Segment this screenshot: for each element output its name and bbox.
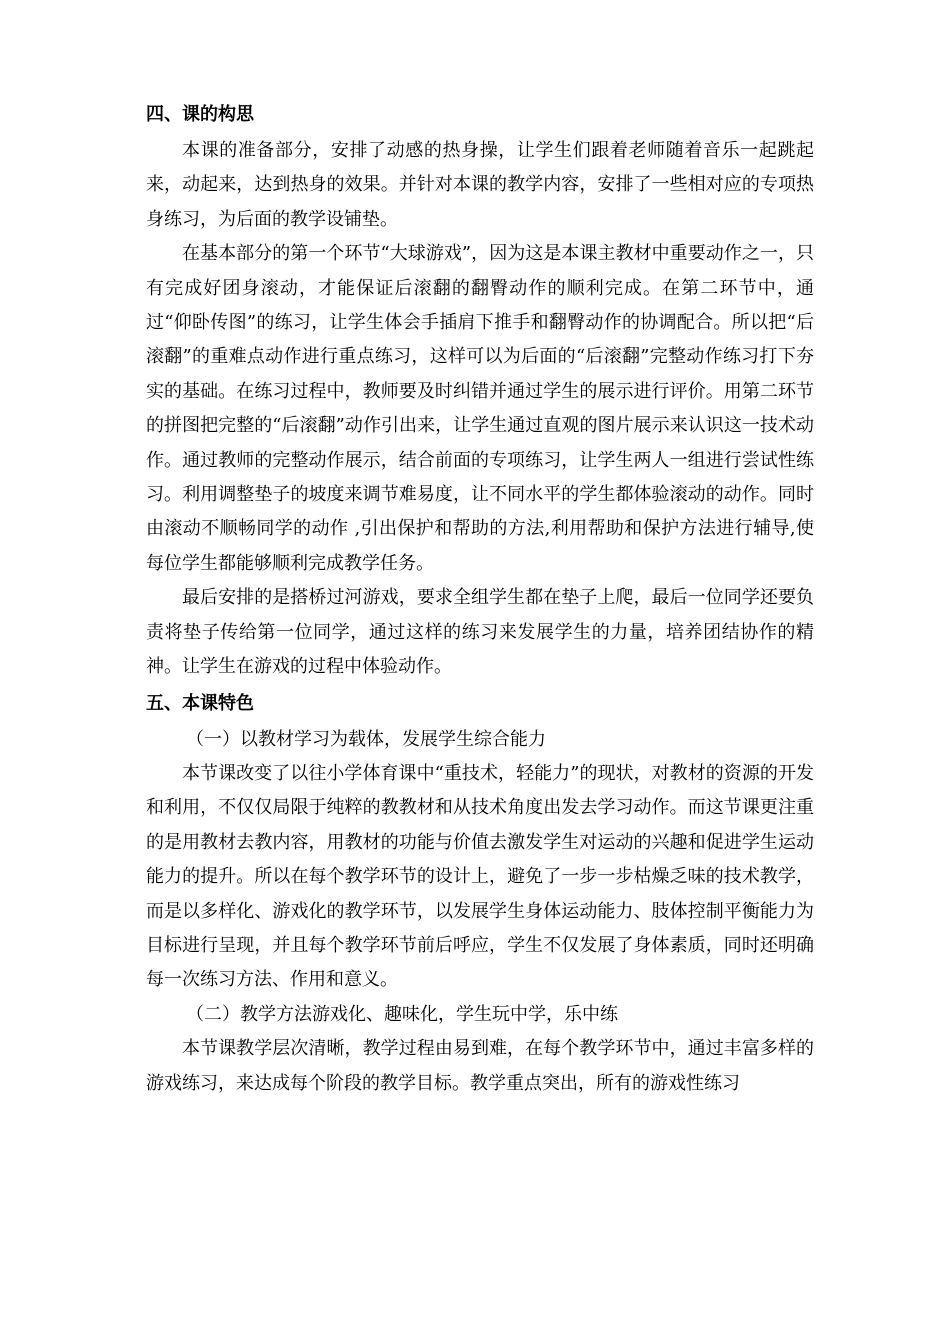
section-heading-lesson-features: 五、本课特色 xyxy=(146,692,254,714)
paragraph-feature-two: 本节课教学层次清晰，教学过程由易到难，在每个教学环节中，通过丰富多样的游戏练习，来达成每个阶段的教学目标。教学重点突出，所有的游戏性练习 xyxy=(146,1038,814,1094)
paragraph-final-game: 最后安排的是搭桥过河游戏，要求全组学生都在垫子上爬，最后一位同学还要负责将垫子传给第一位同学，通过这样的练习来发展学生的力量，培养团结协作的精神。让学生在游戏的过程中体验动作。 xyxy=(146,587,814,678)
subheading-feature-two: （二）教学方法游戏化、趣味化，学生玩中学，乐中练 xyxy=(186,1003,618,1025)
document-page xyxy=(146,96,814,1101)
paragraph-basic-part: 在基本部分的第一个环节“大球游戏”，因为这是本课主教材中重要动作之一，只有完成好团身滚动，才能保证后滚翻的翻臀动作的顺利完成。在第二环节中，通过“仰卧传图”的练习，让学生体会手插肩下推手和翻臀动作的协调配合。所以把“后滚翻”的重难点动作进行重点练习，这样可以为后面的“后滚翻”完整动作练习打下夯实的基础。在练习过程中，教师要及时纠错并通过学生的展示进行评价。用第二环节的拼图把完整的“后滚翻”动作引出来，让学生通过直观的图片展示来认识这一技术动作。通过教师的完整动作展示，结合前面的专项练习，让学生两人一组进行尝试性练习。利用调整垫子的坡度来调节难易度，让不同水平的学生都体验滚动的动作。同时由滚动不顺畅同学的动作 ,引出保护和帮助的方法,利用帮助和保护方法进行辅导,使每位学生都能够顺利完成教学任务。 xyxy=(146,243,814,574)
subheading-feature-one: （一）以教材学习为载体，发展学生综合能力 xyxy=(186,728,546,750)
paragraph-feature-one: 本节课改变了以往小学体育课中“重技术，轻能力”的现状，对教材的资源的开发和利用，不仅仅局限于纯粹的教教材和从技术角度出发去学习动作。而这节课更注重的是用教材去教内容，用教材的功能与价值去激发学生对运动的兴趣和促进学生运动能力的提升。所以在每个教学环节的设计上，避免了一步一步枯燥乏味的技术教学，而是以多样化、游戏化的教学环节，以发展学生身体运动能力、肢体控制平衡能力为目标进行呈现，并且每个教学环节前后呼应，学生不仅发展了身体素质，同时还明确每一次练习方法、作用和意义。 xyxy=(146,762,814,991)
paragraph-warmup: 本课的准备部分，安排了动感的热身操，让学生们跟着老师随着音乐一起跳起来，动起来，达到热身的效果。并针对本课的教学内容，安排了一些相对应的专项热身练习，为后面的教学设铺垫。 xyxy=(146,140,814,230)
section-heading-lesson-concept: 四、课的构思 xyxy=(146,104,254,125)
